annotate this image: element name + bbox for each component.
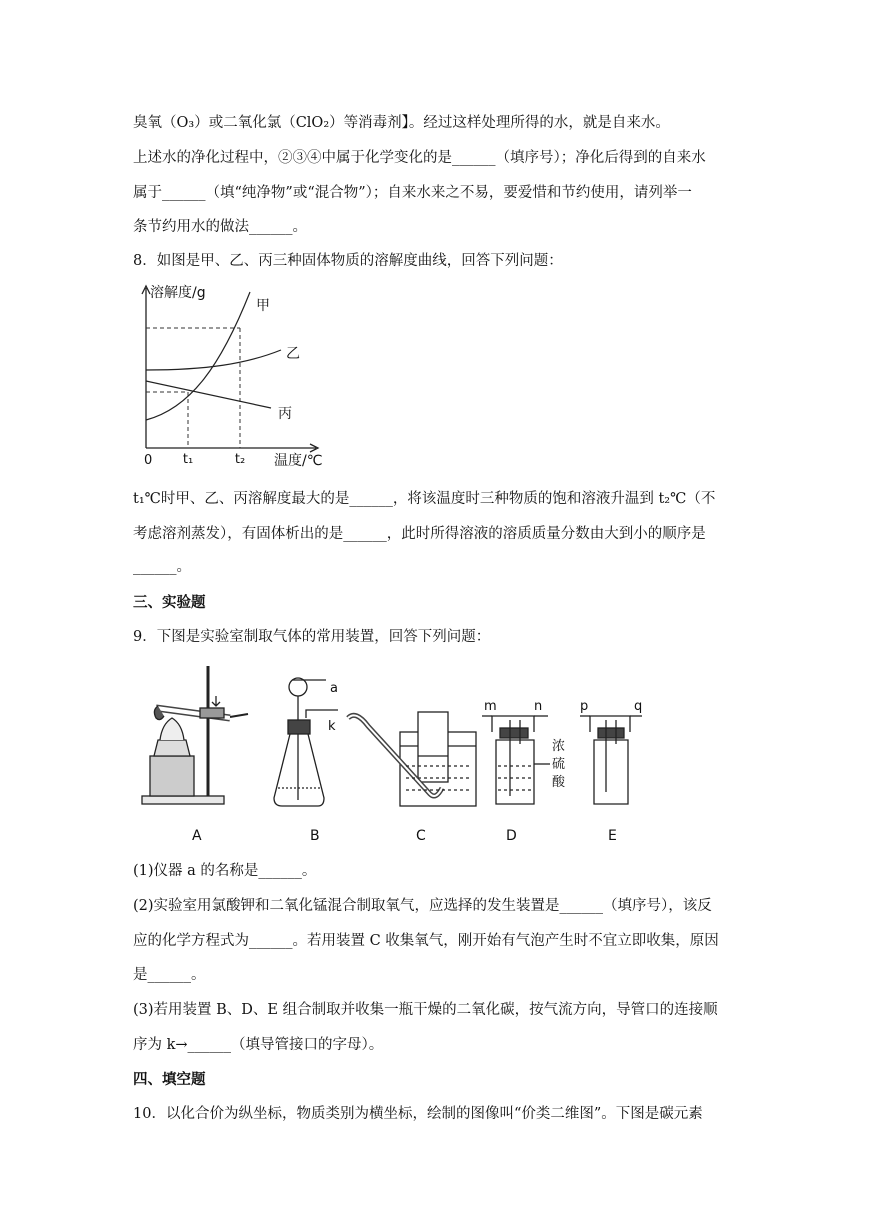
label-m: m — [484, 699, 497, 714]
text-line-save-water: 条节约用水的做法______。 — [133, 219, 307, 235]
apparatus-A — [142, 666, 248, 804]
label-bing: 丙 — [278, 406, 292, 422]
lab-apparatus-figure — [130, 660, 660, 850]
subquestion-2-reason: 是______。 — [133, 967, 206, 983]
label-jia: 甲 — [256, 298, 270, 314]
apparatus-D — [482, 716, 550, 804]
label-n: n — [534, 699, 543, 714]
curve-yi — [146, 350, 281, 370]
caption-C: C — [416, 828, 426, 844]
subquestion-1: (1)仪器 a 的名称是______。 — [133, 863, 317, 879]
tick-t1: t₁ — [182, 452, 194, 467]
text-line-purification: 上述水的净化过程中，②③④中属于化学变化的是______（填序号）；净化后得到的自来水 — [133, 150, 706, 166]
label-a: a — [330, 681, 338, 696]
section-heading-experiment: 三、实验题 — [133, 595, 206, 611]
question-9: 9．下图是实验室制取气体的常用装置，回答下列问题： — [133, 629, 491, 645]
subquestion-3-order: 序为 k→______（填导管接口的字母）。 — [133, 1037, 384, 1053]
solubility-graph — [136, 280, 346, 470]
text-line-order: ______。 — [133, 559, 191, 575]
label-yi: 乙 — [286, 346, 300, 362]
subquestion-2-equation: 应的化学方程式为______。若用装置 C 收集氧气，刚开始有气泡产生时不宜立即收集，原因 — [133, 933, 719, 949]
origin-label: 0 — [144, 453, 153, 468]
caption-D: D — [506, 828, 517, 844]
text-line-t1-question: t₁℃时甲、乙、丙溶解度最大的是______，将该温度时三种物质的饱和溶液升温到 t₂℃（不 — [133, 491, 716, 507]
section-heading-fill: 四、填空题 — [133, 1072, 206, 1088]
x-axis-label: 温度/℃ — [274, 453, 323, 469]
apparatus-E — [580, 716, 642, 804]
text-line-ozone: 臭氧（O₃）或二氧化氯（ClO₂）等消毒剂】。经过这样处理所得的水，就是自来水。 — [133, 115, 670, 131]
label-p: p — [580, 699, 589, 714]
y-axis-label: 溶解度/g — [150, 285, 206, 301]
tick-t2: t₂ — [234, 452, 246, 467]
subquestion-2: (2)实验室用氯酸钾和二氧化锰混合制取氧气，应选择的发生装置是______（填序号），该反 — [133, 898, 712, 914]
label-acid-3: 酸 — [552, 775, 566, 790]
text-line-tapwater: 属于______（填“纯净物”或“混合物”）；自来水来之不易，要爱惜和节约使用，请列举一 — [133, 185, 692, 201]
label-acid-1: 浓 — [552, 739, 566, 754]
label-k: k — [328, 719, 336, 734]
caption-E: E — [608, 828, 617, 844]
label-acid-2: 硫 — [552, 757, 566, 772]
caption-B: B — [310, 828, 320, 844]
question-8: 8．如图是甲、乙、丙三种固体物质的溶解度曲线，回答下列问题： — [133, 253, 563, 269]
apparatus-C — [348, 712, 476, 806]
curve-jia — [146, 292, 250, 420]
curve-bing — [146, 381, 271, 408]
question-10: 10．以化合价为纵坐标，物质类别为横坐标，绘制的图像叫“价类二维图”。下图是碳元素 — [133, 1106, 703, 1122]
caption-A: A — [192, 828, 202, 844]
label-q: q — [634, 699, 643, 714]
subquestion-3: (3)若用装置 B、D、E 组合制取并收集一瓶干燥的二氧化碳，按气流方向，导管口的连接顺 — [133, 1002, 718, 1018]
apparatus-B — [274, 678, 338, 806]
text-line-crystal: 考虑溶剂蒸发），有固体析出的是______，此时所得溶液的溶质质量分数由大到小的顺序是 — [133, 526, 706, 542]
